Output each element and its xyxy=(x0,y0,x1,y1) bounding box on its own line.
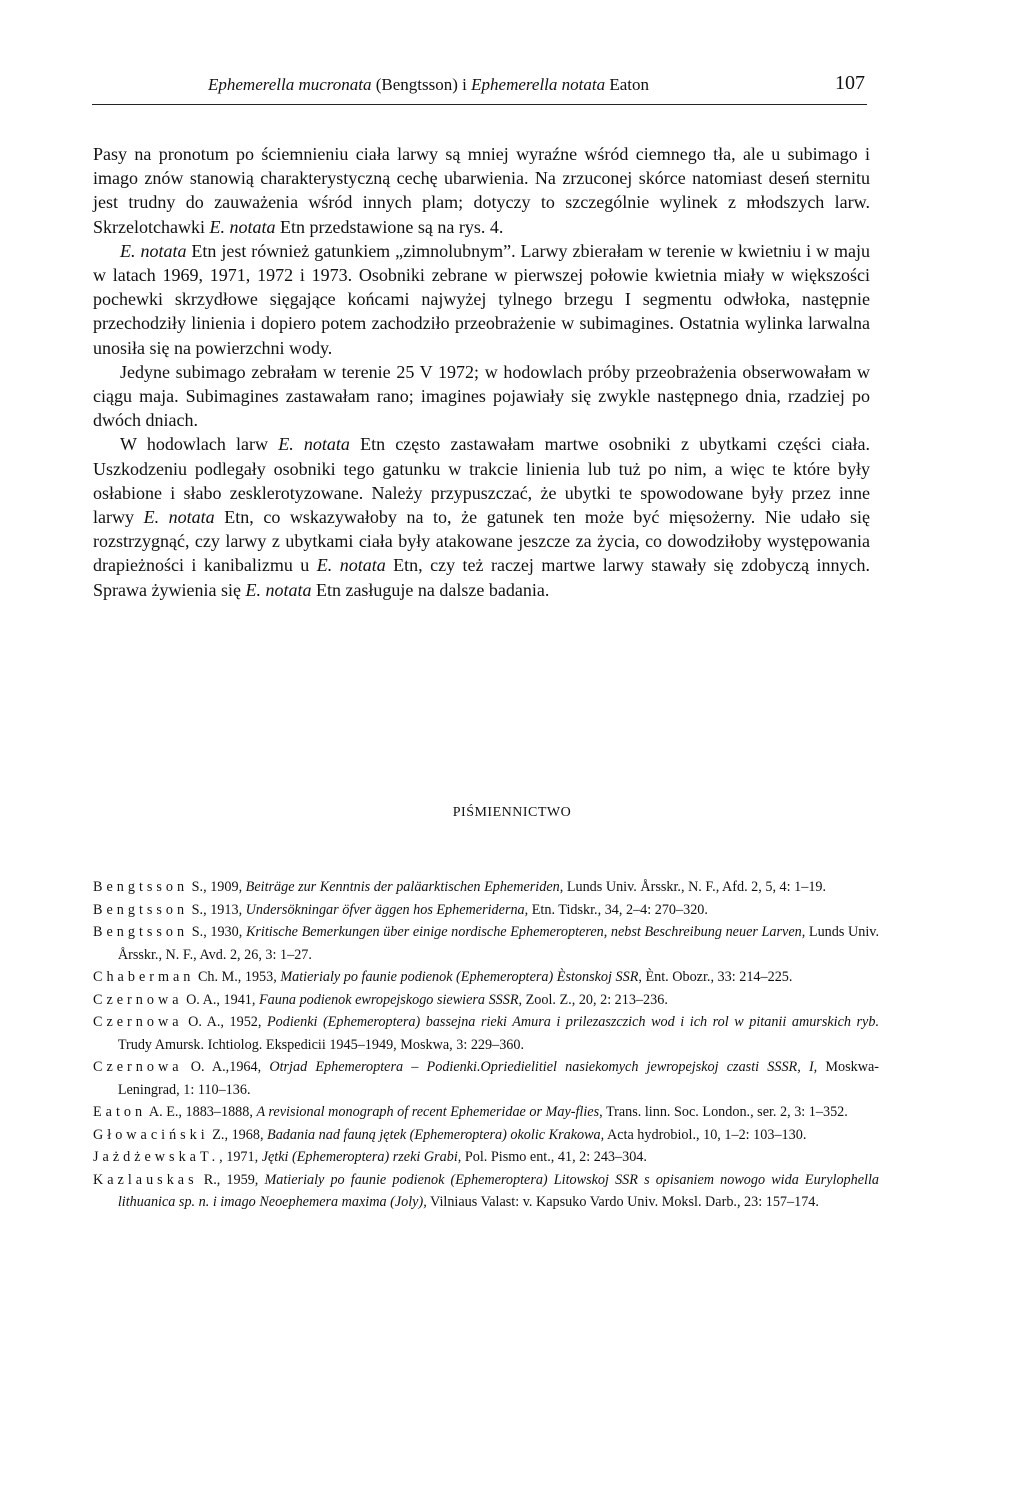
reference-item: Kazlauskas R., 1959, Matierialy po faunie podienok (Ephemeroptera) Litowskoj SSR s opisaniem nowogo wida Eurylophella lithuanica sp. n. i imago Neoephemera maxima (Joly), Vilniaus Valast: v. Kapsuko Vardo Univ. Moksl. Darb., 23: 157–174. xyxy=(93,1171,879,1210)
reference-item: Czernowa O. A., 1941, Fauna podienok ewropejskogo siewiera SSSR, Zool. Z., 20, 2: 213–236. xyxy=(93,991,668,1008)
reference-item: Chaberman Ch. M., 1953, Matierialy po faunie podienok (Ephemeroptera) Èstonskoj SSR, Ènt. Obozr., 33: 214–225. xyxy=(93,969,793,985)
running-title xyxy=(208,75,649,95)
reference-item: Czernowa O. A.,1964, Otrjad Ephemeroptera – Podienki.Opriedielitiel nasiekomych jewropejskoj czasti SSSR, I, Moskwa-Leningrad, 1: 110–136. xyxy=(93,1059,879,1098)
reference-item: Czernowa O. A., 1952, Podienki (Ephemeroptera) bassejna rieki Amura i prilezaszczich wod i ich rol w pitanii amurskich ryb. Trudy Amursk. Ichtiolog. Ekspedicii 1945–1949, Moskwa, 3: 229–360. xyxy=(93,1014,879,1053)
page-header xyxy=(92,70,867,105)
reference-item: Głowaciński Z., 1968, Badania nad fauną jętek (Ephemeroptera) okolic Krakowa, Acta hydrobiol., 10, 1–2: 103–130. xyxy=(93,1126,807,1143)
author-name: (Bengtsson) i xyxy=(371,75,472,94)
reference-item: JażdżewskaT., 1971, Jętki (Ephemeroptera) rzeki Grabi, Pol. Pismo ent., 41, 2: 243–304. xyxy=(93,1149,647,1165)
author-name: Eaton xyxy=(605,75,649,94)
reference-item: Bengtsson S., 1909, Beiträge zur Kenntnis der paläarktischen Ephemeriden, Lunds Univ. Årsskr., N. F., Afd. 2, 5, 4: 1–19. xyxy=(93,879,827,895)
paragraph: Pasy na pronotum po ściemnieniu ciała larwy są mniej wyraźne wśród ciemnego tła, ale u subimago i imago znów stanowią charakterystyczną cechę ubarwienia. Na zrzuconej skórce natomiast deseń sternitu jest trudny do zauważenia wśród innych plam; dotyczy to szczególnie wylinek z młodszych larw. Skrzelotchawki E. notata Etn przedstawione są na rys. 4. xyxy=(93,144,870,237)
paragraph: E. notata Etn jest również gatunkiem „zimnolubnym”. Larwy zbierałam w terenie w kwietniu i w maju w latach 1969, 1971, 1972 i 1973. Osobniki zebrane w pierwszej połowie kwietnia miały w większości pochewki skrzydłowe sięgające końcami najwyżej tylnego brzegu I segmentu odwłoka, następnie przechodziły linienia i dopiero potem zachodziło przeobrażenie w subimagines. Ostatnia wylinka larwalna unosiła się na powierzchni wody. xyxy=(93,240,871,358)
reference-list xyxy=(93,876,879,1214)
reference-item: Bengtsson S., 1930, Kritische Bemerkungen über einige nordische Ephemeropteren, nebst Beschreibung neuer Larven, Lunds Univ. Årsskr., N. F., Avd. 2, 26, 3: 1–27. xyxy=(93,924,880,963)
page-number: 107 xyxy=(835,72,865,94)
paragraph: W hodowlach larw E. notata Etn często zastawałam martwe osobniki z ubytkami części ciała. Uszkodzeniu podlegały osobniki tego gatunku w trakcie linienia lub tuż po nim, a więc te które były osłabione i słabo zesklerotyzowane. Należy przypuszczać, że ubytki te spowodowane były przez inne larwy E. notata Etn, co wskazywałoby na to, że gatunek ten może być mięsożerny. Nie udało się rozstrzygnąć, czy larwy z ubytkami ciała były atakowane jeszcze za życia, co dowodziłoby występowania drapieżności i kanibalizmu u E. notata Etn, czy też raczej martwe larwy stawały się zdobyczą innych. Sprawa żywienia się E. notata Etn zasługuje na dalsze badania. xyxy=(93,434,871,600)
reference-item: Bengtsson S., 1913, Undersökningar öfver äggen hos Ephemeriderna, Etn. Tidskr., 34, 2–4: 270–320. xyxy=(93,901,708,918)
species-name: Ephemerella notata xyxy=(471,75,606,94)
reference-item: Eaton A. E., 1883–1888, A revisional monograph of recent Ephemeridae or May-flies, Trans. linn. Soc. London., ser. 2, 3: 1–352. xyxy=(93,1104,848,1120)
paragraph: Jedyne subimago zebrałam w terenie 25 V 1972; w hodowlach próby przeobrażenia obserwowałam w ciągu maja. Subimagines zastawałam rano; imagines pojawiały się zwykle następnego dnia, rzadziej po dwóch dniach. xyxy=(93,361,870,431)
species-name: Ephemerella mucronata xyxy=(208,75,372,94)
references-heading: PIŚMIENNICTWO xyxy=(452,805,572,820)
body-text xyxy=(93,142,870,602)
